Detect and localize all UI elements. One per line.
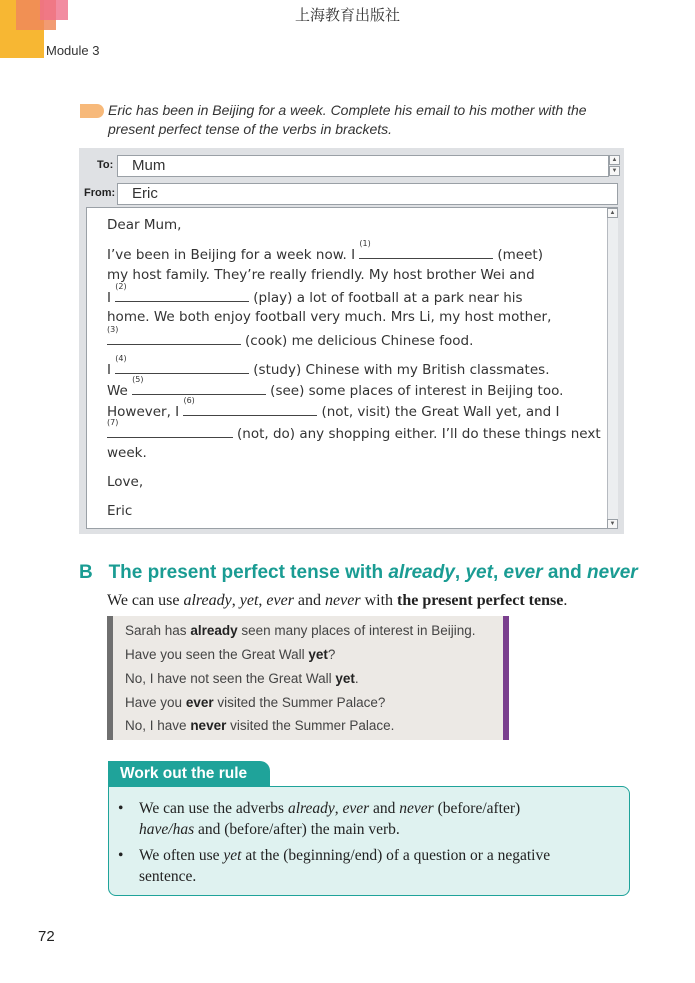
rule-title: Work out the rule	[108, 761, 270, 786]
example-sentence: Have you ever visited the Summer Palace?	[125, 695, 386, 710]
letter-line: However, I (6) (not, visit) the Great Wall yet, and I	[107, 396, 560, 420]
example-sentence: No, I have never visited the Summer Palace.	[125, 718, 395, 733]
letter-line: I (2) (play) a lot of football at a park near his	[107, 282, 523, 306]
from-field[interactable]: Eric	[117, 183, 618, 205]
section-heading: B The present perfect tense with already, yet, ever and never	[79, 562, 638, 583]
page-number: 72	[38, 928, 55, 945]
from-label: From:	[84, 187, 116, 199]
letter-line: (3) (cook) me delicious Chinese food.	[107, 325, 474, 349]
exercise-marker	[80, 104, 104, 118]
letter-line: week.	[107, 445, 147, 461]
module-label: Module 3	[46, 43, 100, 58]
bullet-icon: •	[118, 800, 124, 817]
scroll-down-icon[interactable]: ▼	[607, 519, 618, 529]
bullet-icon: •	[118, 847, 124, 864]
to-field[interactable]: Mum	[117, 155, 609, 177]
letter-line: my host family. They’re really friendly. My host brother Wei and	[107, 267, 535, 283]
letter-line: I’ve been in Beijing for a week now. I (1) (meet)	[107, 239, 543, 263]
publisher-name: 上海教育出版社	[294, 6, 400, 24]
scroll-up-icon[interactable]: ▲	[609, 155, 620, 165]
rule-item: • We often use yet at the (beginning/end) of a question or a negative sentence.	[118, 847, 551, 885]
usage-sentence: We can use already, yet, ever and never with the present perfect tense.	[107, 592, 568, 609]
greeting: Dear Mum,	[107, 217, 182, 233]
answer-blank[interactable]: (4)	[115, 360, 249, 374]
scroll-up-icon[interactable]: ▲	[607, 208, 618, 218]
answer-blank[interactable]: (1)	[359, 245, 493, 259]
scroll-down-icon[interactable]: ▼	[609, 166, 620, 176]
signature: Eric	[107, 503, 133, 519]
to-label: To:	[97, 159, 114, 171]
rule-item: • We can use the adverbs already, ever and never (before/after) have/has and (before/after) the main verb.	[118, 800, 521, 838]
answer-blank[interactable]: (2)	[115, 288, 249, 302]
answer-blank[interactable]: (7)	[107, 424, 233, 438]
scrollbar[interactable]	[607, 208, 618, 528]
letter-line: I (4) (study) Chinese with my British classmates.	[107, 354, 550, 378]
letter-line: We (5) (see) some places of interest in Beijing too.	[107, 375, 564, 399]
example-sentence: Sarah has already seen many places of interest in Beijing.	[125, 623, 476, 638]
answer-blank[interactable]: (6)	[183, 402, 317, 416]
exercise-instructions: Eric has been in Beijing for a week. Complete his email to his mother with the present perfect tense of the verbs in brackets.	[108, 102, 587, 137]
example-sentence: Have you seen the Great Wall yet?	[125, 647, 336, 662]
answer-blank[interactable]: (5)	[132, 381, 266, 395]
letter-line: home. We both enjoy football very much. Mrs Li, my host mother,	[107, 309, 552, 325]
example-sentence: No, I have not seen the Great Wall yet.	[125, 671, 359, 686]
answer-blank[interactable]: (3)	[107, 331, 241, 345]
signoff: Love,	[107, 474, 144, 490]
letter-line: (7) (not, do) any shopping either. I’ll do these things next	[107, 418, 601, 442]
